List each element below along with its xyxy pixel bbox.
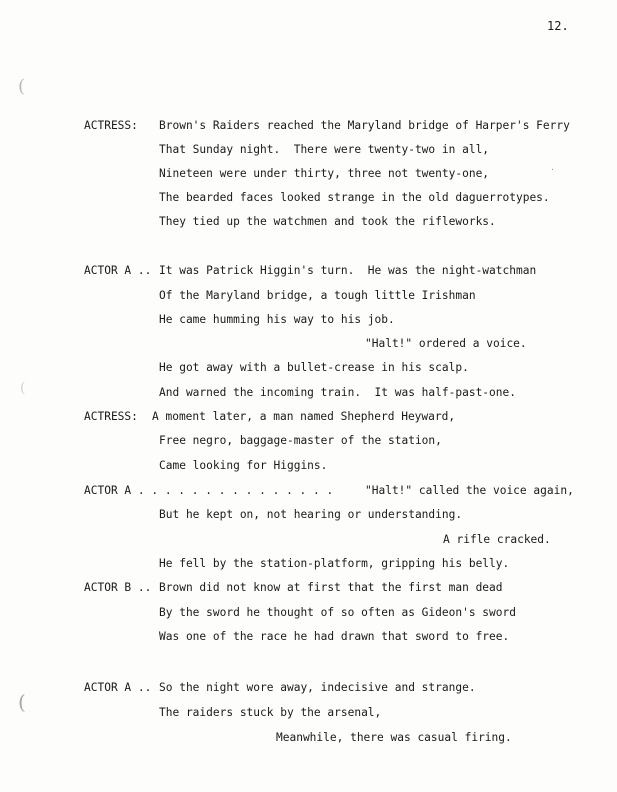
dialogue-line: Came looking for Higgins. (159, 459, 328, 472)
binder-hole-mark: ( (18, 690, 26, 714)
speaker-label: ACTOR A .. (84, 681, 152, 694)
speaker-label: ACTRESS: (84, 119, 138, 132)
dialogue-line: Free negro, baggage-master of the station, (159, 434, 442, 447)
dialogue-line: A rifle cracked. (443, 533, 551, 546)
speaker-label: ACTOR B .. (84, 581, 152, 594)
speaker-label: ACTRESS: (84, 410, 138, 423)
dialogue-line: The bearded faces looked strange in the old daguerrotypes. (159, 191, 550, 204)
dialogue-line: That Sunday night. There were twenty-two in all, (159, 143, 490, 156)
page-number: 12. (547, 19, 569, 33)
dialogue-line: Was one of the race he had drawn that sword to free. (159, 630, 510, 643)
dialogue-line: But he kept on, not hearing or understanding. (159, 508, 463, 521)
dialogue-line: The raiders stuck by the arsenal, (159, 706, 382, 719)
stray-dot: . (551, 163, 554, 173)
dialogue-line: He got away with a bullet-crease in his scalp. (159, 361, 469, 374)
binder-hole-mark: ( (18, 76, 26, 97)
dialogue-line: So the night wore away, indecisive and strange. (159, 681, 476, 694)
dialogue-line: And warned the incoming train. It was half-past-one. (159, 386, 516, 399)
dialogue-line: Of the Maryland bridge, a tough little Irishman (159, 289, 476, 302)
dialogue-line: Brown did not know at first that the first man dead (159, 581, 503, 594)
dialogue-line: He fell by the station-platform, gripping his belly. (159, 557, 510, 570)
dialogue-line: "Halt!" ordered a voice. (365, 337, 527, 350)
binder-hole-mark: ( (20, 380, 26, 396)
dialogue-line: A moment later, a man named Shepherd Heyward, (152, 410, 456, 423)
dialogue-line: Brown's Raiders reached the Maryland bridge of Harper's Ferry (159, 119, 570, 132)
dialogue-line: They tied up the watchmen and took the rifleworks. (159, 215, 496, 228)
speaker-label: ACTOR A .. (84, 264, 152, 277)
dialogue-line: "Halt!" called the voice again, (365, 484, 574, 497)
speaker-label: ACTOR A . . . . . . . . . . . . . . . (84, 484, 334, 497)
dialogue-line: He came humming his way to his job. (159, 313, 395, 326)
dialogue-line: Nineteen were under thirty, three not twenty-one, (159, 167, 490, 180)
dialogue-line: Meanwhile, there was casual firing. (276, 731, 512, 744)
dialogue-line: It was Patrick Higgin's turn. He was the night-watchman (159, 264, 537, 277)
dialogue-line: By the sword he thought of so often as Gideon's sword (159, 606, 516, 619)
